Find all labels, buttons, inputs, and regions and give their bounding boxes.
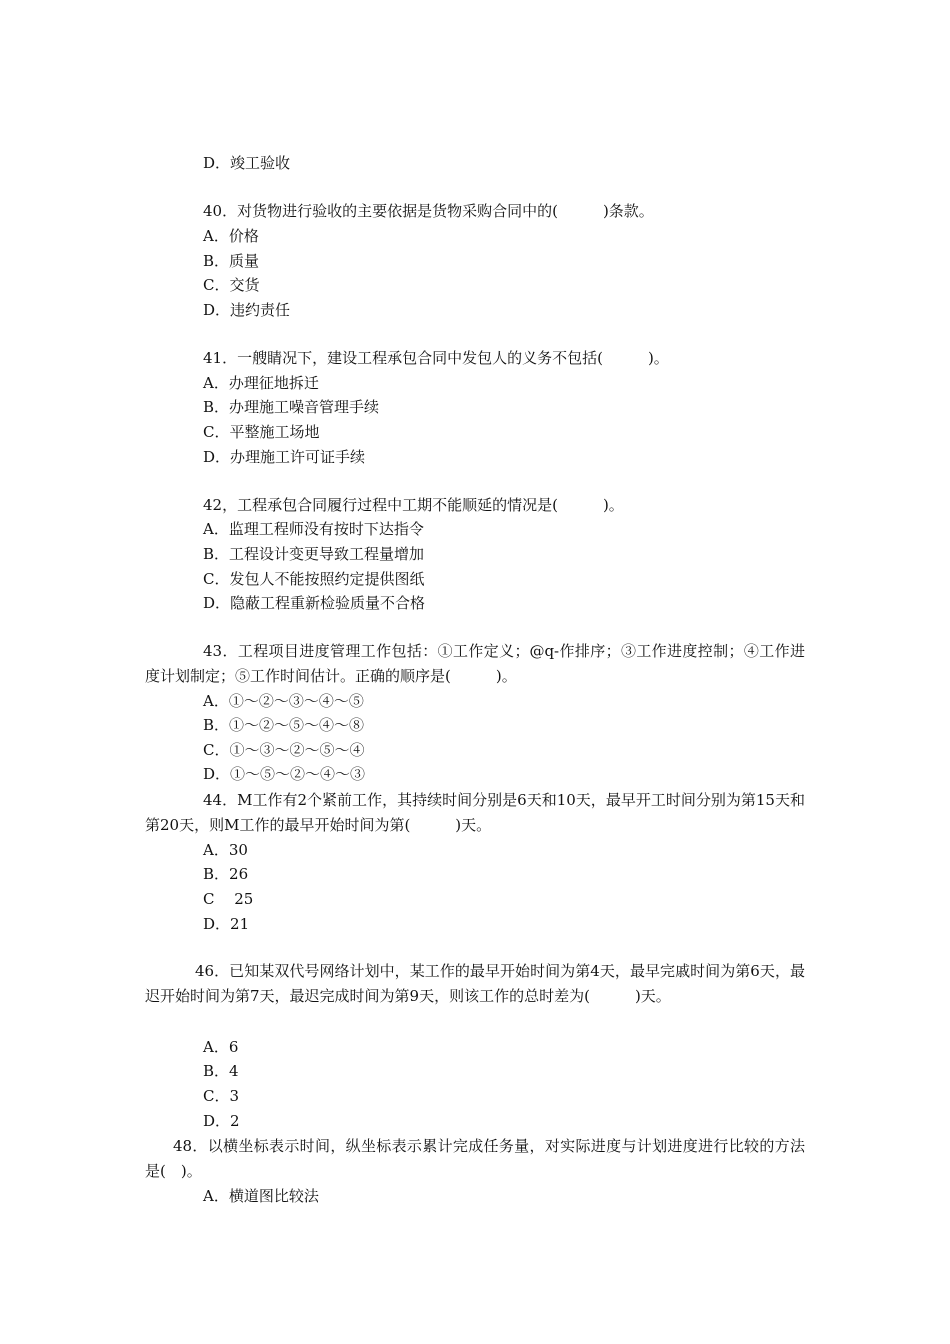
q40-option-c: C．交货 [203, 276, 260, 294]
q48-option-a: A．横道图比较法 [203, 1187, 319, 1205]
q42-option-a: A．监理工程师没有按时下达指令 [203, 520, 424, 538]
q43-option-c: C．①～③～②～⑤～④ [203, 741, 365, 759]
q41-option-d: D．办理施工许可证手续 [203, 448, 366, 466]
q42-option-d: D．隐蔽工程重新检验质量不合格 [203, 594, 426, 612]
q46-option-d: D．2 [203, 1112, 240, 1130]
q43-stem: 43．工程项目进度管理工作包括：①工作定义；@q-作排序；③工作进度控制；④工作进度计划制定；⑤工作时间估计。正确的顺序是( )。 [145, 642, 805, 685]
q42-stem: 42，工程承包合同履行过程中工期不能顺延的情况是( )。 [203, 496, 624, 514]
q40-option-b: B．质量 [203, 252, 260, 270]
q44-option-c: C 25 [203, 890, 254, 908]
q42-option-b: B．工程设计变更导致工程量增加 [203, 545, 425, 563]
q40-option-d: D．违约责任 [203, 301, 291, 319]
q44-stem: 44．M工作有2个紧前工作，其持续时间分别是6天和10天，最早开工时间分别为第15天和第20天，则M工作的最早开始时间为第( )天。 [145, 791, 805, 834]
q44-option-d: D．21 [203, 915, 250, 933]
q42-option-c: C．发包人不能按照约定提供图纸 [203, 570, 425, 588]
q39-option-d: D．竣工验收 [203, 154, 291, 172]
q41-option-c: C．平整施工场地 [203, 423, 320, 441]
q41-option-a: A．办理征地拆迁 [203, 374, 319, 392]
q43-option-d: D．①～⑤～②～④～③ [203, 765, 366, 783]
q41-option-b: B．办理施工噪音管理手续 [203, 398, 380, 416]
q46-option-a: A．6 [203, 1038, 239, 1056]
q40-option-a: A．价格 [203, 227, 259, 245]
q43-option-a: A．①～②～③～④～⑤ [203, 692, 364, 710]
q48-stem: 48．以横坐标表示时间，纵坐标表示累计完成任务量，对实际进度与计划进度进行比较的方法是( )。 [145, 1137, 805, 1180]
q46-option-c: C．3 [203, 1087, 240, 1105]
q40-stem: 40．对货物进行验收的主要依据是货物采购合同中的( )条款。 [203, 202, 654, 220]
q44-option-b: B．26 [203, 865, 249, 883]
q44-option-a: A．30 [203, 841, 248, 859]
q46-stem: 46．已知某双代号网络计划中，某工作的最早开始时间为第4天，最早完戚时间为第6天，最迟开始时间为第7天，最迟完成时间为第9天，则该工作的总时差为( )天。 [145, 962, 805, 1005]
q46-option-b: B．4 [203, 1062, 239, 1080]
q43-option-b: B．①～②～⑤～④～⑧ [203, 716, 365, 734]
q41-stem: 41．一艘睛况下，建设工程承包合同中发包人的义务不包括( )。 [203, 349, 669, 367]
